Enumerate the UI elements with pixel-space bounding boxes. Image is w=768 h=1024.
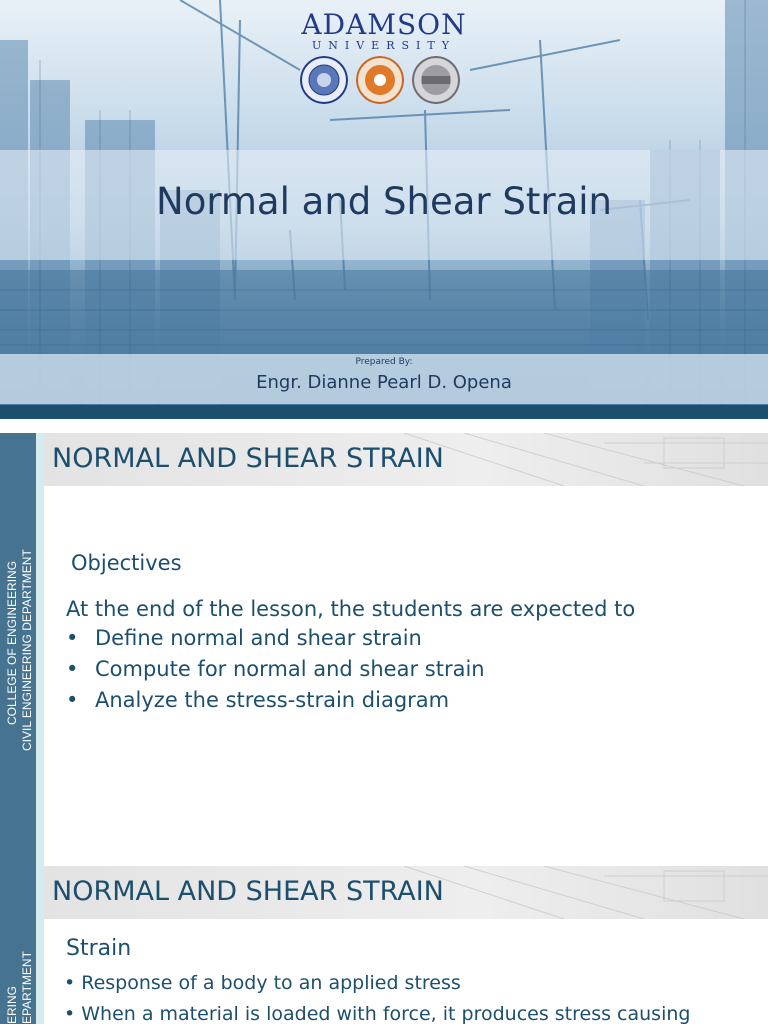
slide-header-band bbox=[44, 866, 768, 919]
sidebar-line-department: EPARTMENT bbox=[20, 951, 34, 1024]
slide-header-title: NORMAL AND SHEAR STRAIN bbox=[52, 443, 444, 474]
list-item: • Compute for normal and shear strain bbox=[66, 657, 485, 681]
slide-divider bbox=[0, 419, 768, 433]
seal-row bbox=[300, 56, 465, 106]
objectives-heading: Objectives bbox=[71, 551, 182, 575]
college-seal-icon bbox=[356, 56, 404, 104]
objectives-list bbox=[66, 626, 485, 719]
university-sub: UNIVERSITY bbox=[312, 39, 456, 52]
objectives-intro: At the end of the lesson, the students are expected to bbox=[66, 597, 636, 621]
strain-list bbox=[64, 972, 690, 1024]
objective-text: Analyze the stress-strain diagram bbox=[95, 688, 450, 712]
university-name: ADAMSON bbox=[301, 8, 467, 41]
strain-slide bbox=[0, 866, 768, 1024]
slide-title: Normal and Shear Strain bbox=[156, 180, 612, 223]
list-item: • Define normal and shear strain bbox=[66, 626, 422, 650]
objectives-slide bbox=[0, 433, 768, 866]
sidebar-accent-strip bbox=[36, 433, 44, 866]
sidebar-accent-strip bbox=[36, 866, 44, 1024]
university-logo bbox=[0, 10, 768, 52]
list-item: • When a material is loaded with force, it produces stress causing bbox=[64, 1003, 691, 1024]
civil-engineering-seal-icon bbox=[412, 56, 460, 104]
list-item: • Response of a body to an applied stress bbox=[64, 972, 461, 994]
prepared-label: Prepared By: bbox=[355, 357, 413, 367]
slide-header-title: NORMAL AND SHEAR STRAIN bbox=[52, 876, 444, 907]
department-sidebar bbox=[0, 433, 36, 866]
sidebar-line-college: COLLEGE OF ENGINEERING bbox=[5, 560, 19, 725]
author-name: Engr. Dianne Pearl D. Opena bbox=[256, 372, 512, 393]
list-item: • Analyze the stress-strain diagram bbox=[66, 688, 450, 712]
title-footer-bar bbox=[0, 405, 768, 419]
objective-text: Define normal and shear strain bbox=[95, 626, 422, 650]
university-seal-icon bbox=[300, 56, 348, 104]
sidebar-line-department: CIVIL ENGINEERING DEPARTMENT bbox=[20, 549, 34, 751]
slide-header-band bbox=[44, 433, 768, 486]
strain-heading: Strain bbox=[66, 936, 132, 961]
title-slide bbox=[0, 0, 768, 405]
department-sidebar bbox=[0, 866, 36, 1024]
sidebar-line-college: ERING bbox=[5, 985, 19, 1024]
objective-text: Compute for normal and shear strain bbox=[95, 657, 485, 681]
